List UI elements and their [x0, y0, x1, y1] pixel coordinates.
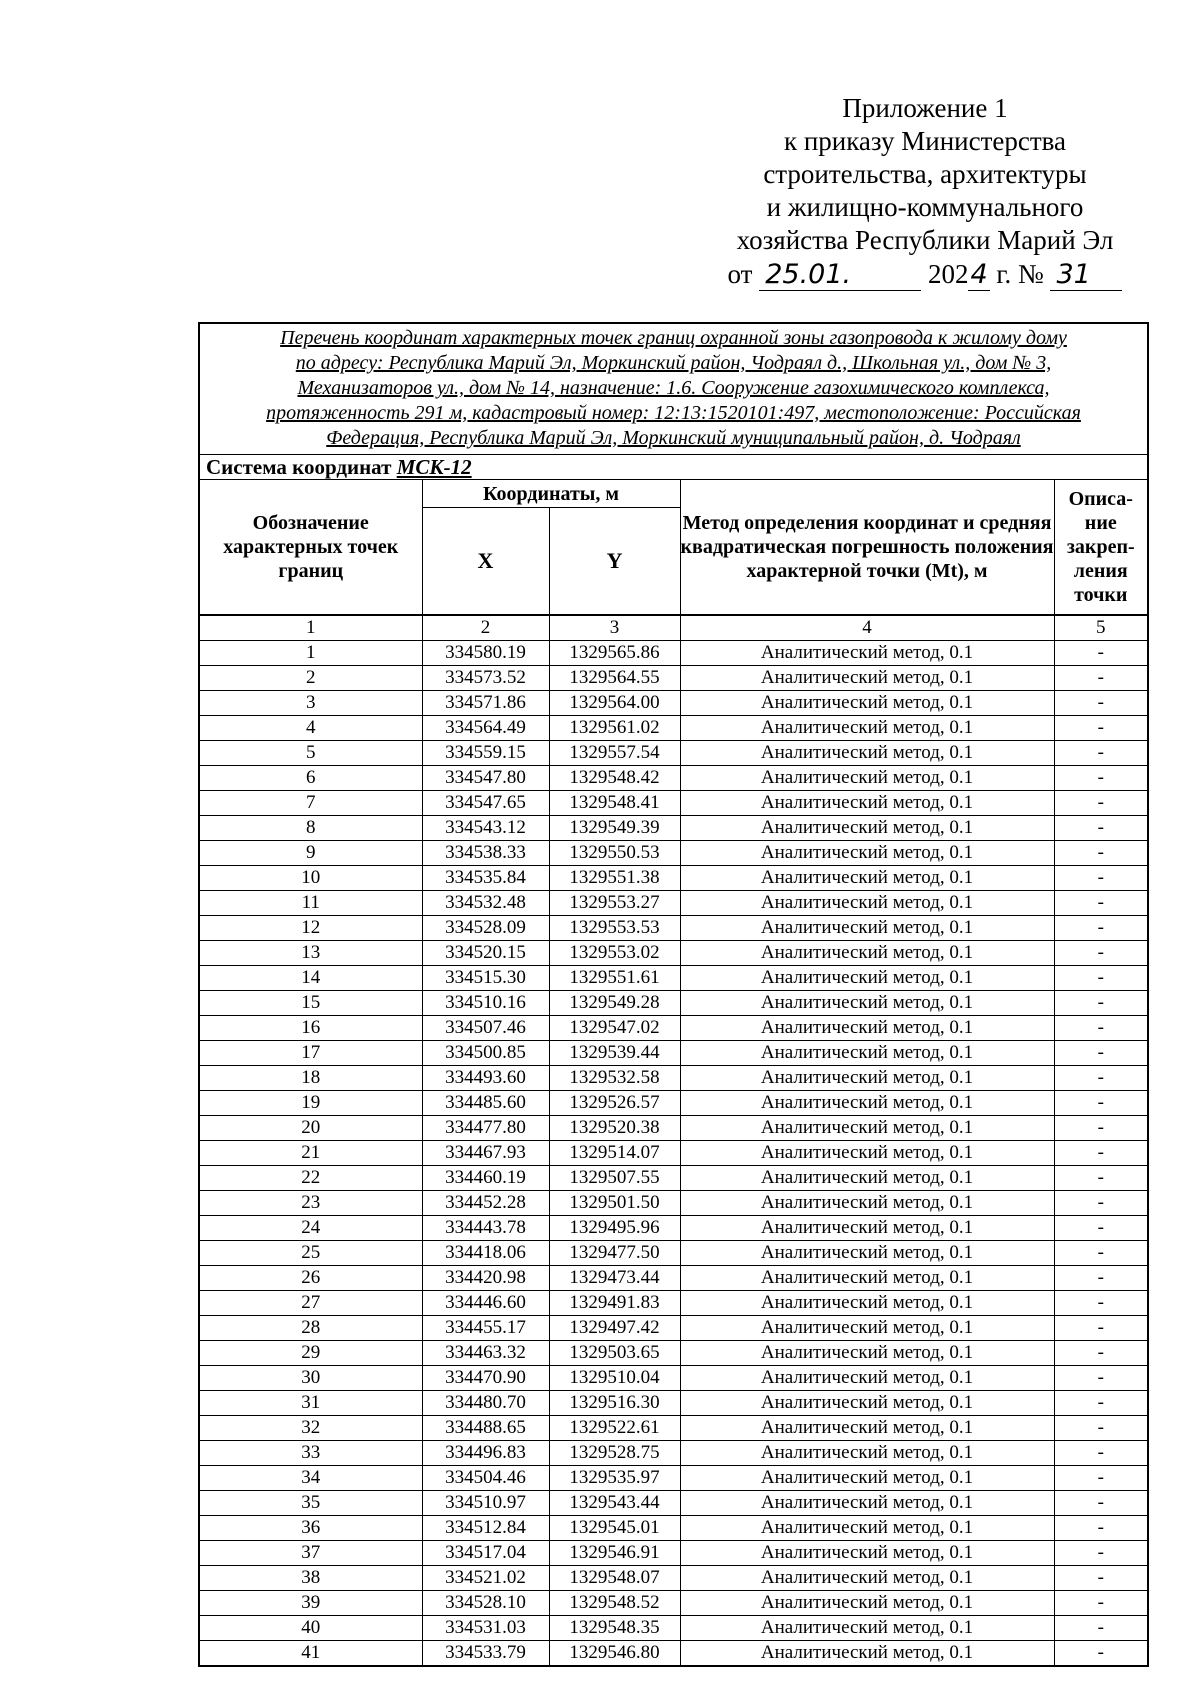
method-cell: Аналитический метод, 0.1 [680, 991, 1054, 1016]
method-cell: Аналитический метод, 0.1 [680, 691, 1054, 716]
x-coordinate-cell: 334564.49 [422, 716, 549, 741]
title-line: протяженность 291 м, кадастровый номер: 12:13:1520101:497, местоположение: Российская [266, 402, 1081, 424]
y-coordinate-cell: 1329557.54 [549, 741, 680, 766]
x-coordinate-cell: 334504.46 [422, 1466, 549, 1491]
method-cell: Аналитический метод, 0.1 [680, 891, 1054, 916]
col-header-description: Описа-ние закреп-ления точки [1054, 480, 1147, 615]
x-coordinate-cell: 334470.90 [422, 1366, 549, 1391]
x-coordinate-cell: 334543.12 [422, 816, 549, 841]
table-row [200, 916, 1147, 941]
method-cell: Аналитический метод, 0.1 [680, 1266, 1054, 1291]
x-coordinate-cell: 334480.70 [422, 1391, 549, 1416]
method-cell: Аналитический метод, 0.1 [680, 941, 1054, 966]
x-coordinate-cell: 334547.80 [422, 766, 549, 791]
description-cell: - [1054, 1316, 1147, 1341]
y-coordinate-cell: 1329546.91 [549, 1541, 680, 1566]
x-coordinate-cell: 334446.60 [422, 1291, 549, 1316]
x-coordinate-cell: 334460.19 [422, 1166, 549, 1191]
y-coordinate-cell: 1329548.35 [549, 1616, 680, 1641]
method-cell: Аналитический метод, 0.1 [680, 1116, 1054, 1141]
column-numbers-row [200, 615, 1147, 641]
table-row [200, 816, 1147, 841]
x-coordinate-cell: 334500.85 [422, 1041, 549, 1066]
x-coordinate-cell: 334467.93 [422, 1141, 549, 1166]
list-title [200, 324, 1147, 455]
point-number-cell: 19 [200, 1091, 422, 1116]
col-number: 5 [1054, 615, 1147, 641]
method-cell: Аналитический метод, 0.1 [680, 1441, 1054, 1466]
table-row [200, 1591, 1147, 1616]
x-coordinate-cell: 334455.17 [422, 1316, 549, 1341]
coordinates-body [200, 641, 1147, 1666]
table-row [200, 1466, 1147, 1491]
point-number-cell: 29 [200, 1341, 422, 1366]
table-row [200, 691, 1147, 716]
table-row [200, 1166, 1147, 1191]
table-row [200, 1141, 1147, 1166]
point-number-cell: 40 [200, 1616, 422, 1641]
description-cell: - [1054, 691, 1147, 716]
description-cell: - [1054, 1241, 1147, 1266]
table-row [200, 941, 1147, 966]
description-cell: - [1054, 1191, 1147, 1216]
point-number-cell: 2 [200, 666, 422, 691]
title-line: по адресу: Республика Марий Эл, Моркинский район, Чодраял д., Школьная ул., дом № 3, [295, 352, 1052, 374]
coordinate-system-label: Система координат [206, 455, 392, 479]
y-coordinate-cell: 1329528.75 [549, 1441, 680, 1466]
point-number-cell: 8 [200, 816, 422, 841]
method-cell: Аналитический метод, 0.1 [680, 816, 1054, 841]
x-coordinate-cell: 334528.10 [422, 1591, 549, 1616]
method-cell: Аналитический метод, 0.1 [680, 841, 1054, 866]
x-coordinate-cell: 334443.78 [422, 1216, 549, 1241]
table-row [200, 1416, 1147, 1441]
x-coordinate-cell: 334532.48 [422, 891, 549, 916]
table-row [200, 1516, 1147, 1541]
table-row [200, 1366, 1147, 1391]
point-number-cell: 7 [200, 791, 422, 816]
y-coordinate-cell: 1329522.61 [549, 1416, 680, 1441]
description-cell: - [1054, 1341, 1147, 1366]
order-number: 31 [1050, 260, 1122, 291]
table-row [200, 1191, 1147, 1216]
x-coordinate-cell: 334420.98 [422, 1266, 549, 1291]
table-row [200, 841, 1147, 866]
table-row [200, 1441, 1147, 1466]
table-row [200, 741, 1147, 766]
method-cell: Аналитический метод, 0.1 [680, 1591, 1054, 1616]
x-coordinate-cell: 334573.52 [422, 666, 549, 691]
table-row [200, 1291, 1147, 1316]
col-header-coords: Координаты, м [422, 480, 680, 508]
order-date: 25.01. [759, 260, 921, 291]
x-coordinate-cell: 334517.04 [422, 1541, 549, 1566]
table-row [200, 1316, 1147, 1341]
table-row [200, 641, 1147, 666]
table-row [200, 1016, 1147, 1041]
point-number-cell: 11 [200, 891, 422, 916]
method-cell: Аналитический метод, 0.1 [680, 1366, 1054, 1391]
description-cell: - [1054, 1166, 1147, 1191]
point-number-cell: 30 [200, 1366, 422, 1391]
y-coordinate-cell: 1329564.00 [549, 691, 680, 716]
x-coordinate-cell: 334485.60 [422, 1091, 549, 1116]
method-cell: Аналитический метод, 0.1 [680, 1216, 1054, 1241]
year-prefix: 202 [927, 259, 969, 289]
table-row [200, 1616, 1147, 1641]
description-cell: - [1054, 866, 1147, 891]
y-coordinate-cell: 1329526.57 [549, 1091, 680, 1116]
title-line: Федерация, Республика Марий Эл, Моркинский муниципальный район, д. Чодраял [326, 427, 1021, 449]
table-row [200, 1091, 1147, 1116]
x-coordinate-cell: 334510.97 [422, 1491, 549, 1516]
method-cell: Аналитический метод, 0.1 [680, 641, 1054, 666]
table-row [200, 1241, 1147, 1266]
x-coordinate-cell: 334521.02 [422, 1566, 549, 1591]
description-cell: - [1054, 1491, 1147, 1516]
table-row [200, 666, 1147, 691]
method-cell: Аналитический метод, 0.1 [680, 866, 1054, 891]
x-coordinate-cell: 334418.06 [422, 1241, 549, 1266]
method-cell: Аналитический метод, 0.1 [680, 1566, 1054, 1591]
method-cell: Аналитический метод, 0.1 [680, 716, 1054, 741]
x-coordinate-cell: 334493.60 [422, 1066, 549, 1091]
point-number-cell: 4 [200, 716, 422, 741]
point-number-cell: 10 [200, 866, 422, 891]
col-number: 2 [422, 615, 549, 641]
method-cell: Аналитический метод, 0.1 [680, 1416, 1054, 1441]
y-coordinate-cell: 1329551.61 [549, 966, 680, 991]
table-row [200, 966, 1147, 991]
coordinate-system-row [200, 455, 1147, 480]
col-number: 1 [200, 615, 422, 641]
x-coordinate-cell: 334477.80 [422, 1116, 549, 1141]
description-cell: - [1054, 891, 1147, 916]
y-coordinate-cell: 1329520.38 [549, 1116, 680, 1141]
y-coordinate-cell: 1329547.02 [549, 1016, 680, 1041]
point-number-cell: 18 [200, 1066, 422, 1091]
description-cell: - [1054, 1541, 1147, 1566]
y-coordinate-cell: 1329549.39 [549, 816, 680, 841]
description-cell: - [1054, 1591, 1147, 1616]
y-coordinate-cell: 1329495.96 [549, 1216, 680, 1241]
point-number-cell: 12 [200, 916, 422, 941]
table-row [200, 1041, 1147, 1066]
y-coordinate-cell: 1329553.53 [549, 916, 680, 941]
y-coordinate-cell: 1329548.07 [549, 1566, 680, 1591]
table-row [200, 1341, 1147, 1366]
method-cell: Аналитический метод, 0.1 [680, 1616, 1054, 1641]
description-cell: - [1054, 1116, 1147, 1141]
y-coordinate-cell: 1329491.83 [549, 1291, 680, 1316]
table-row [200, 1391, 1147, 1416]
point-number-cell: 24 [200, 1216, 422, 1241]
point-number-cell: 37 [200, 1541, 422, 1566]
description-cell: - [1054, 841, 1147, 866]
col-number: 4 [680, 615, 1054, 641]
table-row [200, 1566, 1147, 1591]
number-label: г. № [996, 259, 1044, 289]
col-header-points: Обозначение характерных точек границ [200, 480, 422, 615]
description-cell: - [1054, 1391, 1147, 1416]
y-coordinate-cell: 1329535.97 [549, 1466, 680, 1491]
point-number-cell: 1 [200, 641, 422, 666]
table-row [200, 791, 1147, 816]
x-coordinate-cell: 334515.30 [422, 966, 549, 991]
header-ministry-2: и жилищно-коммунального [766, 192, 1084, 222]
y-coordinate-cell: 1329549.28 [549, 991, 680, 1016]
y-coordinate-cell: 1329497.42 [549, 1316, 680, 1341]
description-cell: - [1054, 1441, 1147, 1466]
y-coordinate-cell: 1329473.44 [549, 1266, 680, 1291]
description-cell: - [1054, 1366, 1147, 1391]
table-row [200, 866, 1147, 891]
y-coordinate-cell: 1329546.80 [549, 1641, 680, 1666]
point-number-cell: 34 [200, 1466, 422, 1491]
description-cell: - [1054, 1216, 1147, 1241]
y-coordinate-cell: 1329514.07 [549, 1141, 680, 1166]
y-coordinate-cell: 1329477.50 [549, 1241, 680, 1266]
table-row [200, 1641, 1147, 1666]
description-cell: - [1054, 966, 1147, 991]
header-appendix: Приложение 1 [842, 93, 1008, 123]
description-cell: - [1054, 941, 1147, 966]
point-number-cell: 38 [200, 1566, 422, 1591]
y-coordinate-cell: 1329510.04 [549, 1366, 680, 1391]
description-cell: - [1054, 1466, 1147, 1491]
y-coordinate-cell: 1329543.44 [549, 1491, 680, 1516]
col-number: 3 [549, 615, 680, 641]
y-coordinate-cell: 1329564.55 [549, 666, 680, 691]
description-cell: - [1054, 741, 1147, 766]
method-cell: Аналитический метод, 0.1 [680, 1041, 1054, 1066]
col-header-method: Метод определения координат и средняя квадратическая погрешность положения характерной точки (Mt), м [680, 480, 1054, 615]
method-cell: Аналитический метод, 0.1 [680, 1316, 1054, 1341]
y-coordinate-cell: 1329548.52 [549, 1591, 680, 1616]
method-cell: Аналитический метод, 0.1 [680, 766, 1054, 791]
method-cell: Аналитический метод, 0.1 [680, 1191, 1054, 1216]
description-cell: - [1054, 1016, 1147, 1041]
table-row [200, 1116, 1147, 1141]
x-coordinate-cell: 334547.65 [422, 791, 549, 816]
header-ministry-3: хозяйства Республики Марий Эл [736, 225, 1114, 255]
description-cell: - [1054, 641, 1147, 666]
y-coordinate-cell: 1329501.50 [549, 1191, 680, 1216]
y-coordinate-cell: 1329565.86 [549, 641, 680, 666]
method-cell: Аналитический метод, 0.1 [680, 1141, 1054, 1166]
point-number-cell: 3 [200, 691, 422, 716]
point-number-cell: 15 [200, 991, 422, 1016]
point-number-cell: 35 [200, 1491, 422, 1516]
method-cell: Аналитический метод, 0.1 [680, 1166, 1054, 1191]
x-coordinate-cell: 334512.84 [422, 1516, 549, 1541]
method-cell: Аналитический метод, 0.1 [680, 916, 1054, 941]
point-number-cell: 14 [200, 966, 422, 991]
table-row [200, 1541, 1147, 1566]
method-cell: Аналитический метод, 0.1 [680, 1091, 1054, 1116]
x-coordinate-cell: 334528.09 [422, 916, 549, 941]
y-coordinate-cell: 1329551.38 [549, 866, 680, 891]
description-cell: - [1054, 991, 1147, 1016]
col-header-x: X [422, 508, 549, 616]
point-number-cell: 6 [200, 766, 422, 791]
description-cell: - [1054, 916, 1147, 941]
header-order-ref: к приказу Министерства [783, 126, 1067, 156]
method-cell: Аналитический метод, 0.1 [680, 1491, 1054, 1516]
header-ministry-1: строительства, архитектуры [763, 159, 1087, 189]
coordinates-frame [198, 322, 1149, 1667]
description-cell: - [1054, 816, 1147, 841]
point-number-cell: 21 [200, 1141, 422, 1166]
x-coordinate-cell: 334507.46 [422, 1016, 549, 1041]
description-cell: - [1054, 766, 1147, 791]
y-coordinate-cell: 1329548.42 [549, 766, 680, 791]
title-line: Механизаторов ул., дом № 14, назначение: 1.6. Сооружение газохимического комплекса, [297, 377, 1050, 399]
y-coordinate-cell: 1329532.58 [549, 1066, 680, 1091]
method-cell: Аналитический метод, 0.1 [680, 1291, 1054, 1316]
y-coordinate-cell: 1329553.27 [549, 891, 680, 916]
x-coordinate-cell: 334496.83 [422, 1441, 549, 1466]
y-coordinate-cell: 1329516.30 [549, 1391, 680, 1416]
x-coordinate-cell: 334520.15 [422, 941, 549, 966]
x-coordinate-cell: 334533.79 [422, 1641, 549, 1666]
method-cell: Аналитический метод, 0.1 [680, 1641, 1054, 1666]
coordinates-table [200, 480, 1147, 1665]
point-number-cell: 22 [200, 1166, 422, 1191]
x-coordinate-cell: 334571.86 [422, 691, 549, 716]
col-header-y: Y [549, 508, 680, 616]
description-cell: - [1054, 1066, 1147, 1091]
x-coordinate-cell: 334580.19 [422, 641, 549, 666]
table-row [200, 1066, 1147, 1091]
point-number-cell: 28 [200, 1316, 422, 1341]
y-coordinate-cell: 1329553.02 [549, 941, 680, 966]
x-coordinate-cell: 334510.16 [422, 991, 549, 1016]
point-number-cell: 16 [200, 1016, 422, 1041]
document-header [690, 92, 1160, 291]
method-cell: Аналитический метод, 0.1 [680, 1391, 1054, 1416]
order-date-line [690, 258, 1160, 291]
description-cell: - [1054, 716, 1147, 741]
description-cell: - [1054, 1416, 1147, 1441]
method-cell: Аналитический метод, 0.1 [680, 1341, 1054, 1366]
y-coordinate-cell: 1329507.55 [549, 1166, 680, 1191]
x-coordinate-cell: 334452.28 [422, 1191, 549, 1216]
point-number-cell: 13 [200, 941, 422, 966]
point-number-cell: 17 [200, 1041, 422, 1066]
method-cell: Аналитический метод, 0.1 [680, 1016, 1054, 1041]
point-number-cell: 41 [200, 1641, 422, 1666]
table-row [200, 891, 1147, 916]
x-coordinate-cell: 334488.65 [422, 1416, 549, 1441]
description-cell: - [1054, 1641, 1147, 1666]
point-number-cell: 9 [200, 841, 422, 866]
table-row [200, 716, 1147, 741]
y-coordinate-cell: 1329561.02 [549, 716, 680, 741]
point-number-cell: 26 [200, 1266, 422, 1291]
table-row [200, 1216, 1147, 1241]
description-cell: - [1054, 1291, 1147, 1316]
point-number-cell: 25 [200, 1241, 422, 1266]
point-number-cell: 20 [200, 1116, 422, 1141]
point-number-cell: 31 [200, 1391, 422, 1416]
description-cell: - [1054, 1041, 1147, 1066]
point-number-cell: 33 [200, 1441, 422, 1466]
point-number-cell: 32 [200, 1416, 422, 1441]
y-coordinate-cell: 1329545.01 [549, 1516, 680, 1541]
method-cell: Аналитический метод, 0.1 [680, 791, 1054, 816]
table-row [200, 1491, 1147, 1516]
coordinate-system-name: МСК-12 [396, 455, 472, 479]
method-cell: Аналитический метод, 0.1 [680, 1241, 1054, 1266]
x-coordinate-cell: 334538.33 [422, 841, 549, 866]
description-cell: - [1054, 1141, 1147, 1166]
title-line: Перечень координат характерных точек границ охранной зоны газопровода к жилому дому [280, 327, 1067, 349]
x-coordinate-cell: 334535.84 [422, 866, 549, 891]
method-cell: Аналитический метод, 0.1 [680, 1541, 1054, 1566]
table-row [200, 991, 1147, 1016]
description-cell: - [1054, 1566, 1147, 1591]
point-number-cell: 39 [200, 1591, 422, 1616]
point-number-cell: 5 [200, 741, 422, 766]
point-number-cell: 36 [200, 1516, 422, 1541]
description-cell: - [1054, 1091, 1147, 1116]
x-coordinate-cell: 334559.15 [422, 741, 549, 766]
method-cell: Аналитический метод, 0.1 [680, 1466, 1054, 1491]
x-coordinate-cell: 334463.32 [422, 1341, 549, 1366]
description-cell: - [1054, 666, 1147, 691]
y-coordinate-cell: 1329548.41 [549, 791, 680, 816]
x-coordinate-cell: 334531.03 [422, 1616, 549, 1641]
description-cell: - [1054, 1266, 1147, 1291]
method-cell: Аналитический метод, 0.1 [680, 666, 1054, 691]
point-number-cell: 27 [200, 1291, 422, 1316]
method-cell: Аналитический метод, 0.1 [680, 1516, 1054, 1541]
description-cell: - [1054, 791, 1147, 816]
description-cell: - [1054, 1616, 1147, 1641]
method-cell: Аналитический метод, 0.1 [680, 741, 1054, 766]
method-cell: Аналитический метод, 0.1 [680, 966, 1054, 991]
table-row [200, 766, 1147, 791]
method-cell: Аналитический метод, 0.1 [680, 1066, 1054, 1091]
y-coordinate-cell: 1329539.44 [549, 1041, 680, 1066]
table-row [200, 1266, 1147, 1291]
from-label: от [727, 259, 753, 289]
y-coordinate-cell: 1329503.65 [549, 1341, 680, 1366]
point-number-cell: 23 [200, 1191, 422, 1216]
order-year-digit: 4 [970, 259, 988, 290]
y-coordinate-cell: 1329550.53 [549, 841, 680, 866]
description-cell: - [1054, 1516, 1147, 1541]
